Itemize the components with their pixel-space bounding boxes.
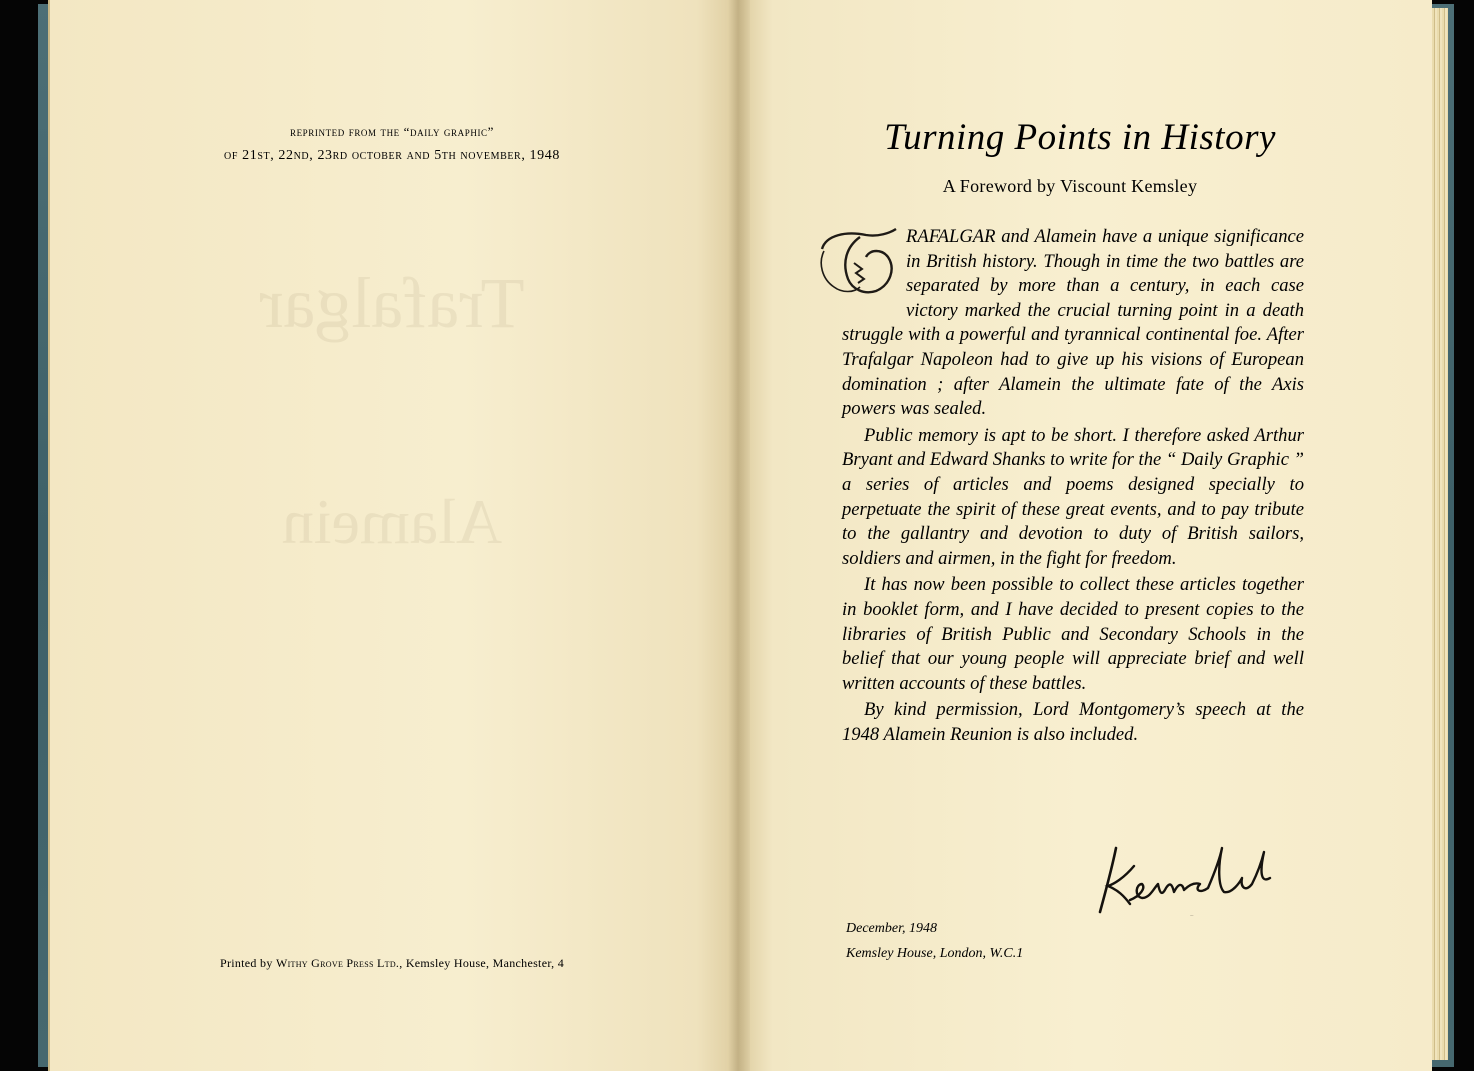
reprint-line-1: reprinted from the “daily graphic” (289, 124, 495, 139)
paragraph-2: Public memory is apt to be short. I therefore asked Arthur Bryant and Edward Shanks to write for the “ Daily Graphic ” a series of articles and poems designed specially to perpetuate the spirit of these great events, and to pay tribute to the gallantry and devotion to duty of British sailors, soldiers and airmen, in the fight for freedom. (842, 424, 1304, 569)
printer-name: Withy Grove Press Ltd. (275, 956, 400, 970)
paragraph-3: It has now been possible to collect these articles together in booklet form, and I have decided to present copies to the libraries of British Public and Secondary Schools in the belief that our young people will appreciate brief and well written accounts of these battles. (842, 574, 1304, 694)
paragraph-1 (842, 225, 1304, 422)
dateline (846, 916, 1023, 966)
reprint-line-2: of 21st, 22nd, 23rd october and 5th november, 1948 (224, 148, 560, 163)
page-title: Turning Points in History (884, 117, 1276, 158)
show-through-ghost: Trafalgar Alamein (259, 263, 525, 557)
printer-suffix: , Kemsley House, Manchester, 4 (399, 956, 565, 970)
paragraph-1-text: RAFALGAR and Alamein have a unique significance in British history. Though in time the two battles are separated by more than a century, in each case victory marked the crucial turning point in a death struggle with a powerful and tyrannical continental foe. After Trafalgar Napoleon had to give up his visions of European domination ; after Alamein the ultimate fate of the Axis powers was sealed. (842, 226, 1304, 420)
printer-prefix: Printed by (219, 956, 273, 970)
kemsley-signature (1090, 838, 1290, 918)
signature-name: Kemsley (1190, 916, 1194, 917)
paragraph-4: By kind permission, Lord Montgomery’s speech at the 1948 Alamein Reunion is also included. (842, 699, 1304, 745)
drop-cap-letter: T (860, 285, 861, 286)
date-text: December, 1948 (846, 921, 937, 936)
foreword-subtitle: A Foreword by Viscount Kemsley (942, 176, 1198, 196)
foreword-body (842, 225, 1304, 749)
printer-imprint (48, 956, 736, 971)
reprint-notice (48, 120, 736, 168)
address-text: Kemsley House, London, W.C.1 (846, 946, 1024, 961)
drop-cap-t-icon (816, 227, 900, 299)
page-edges (1432, 8, 1448, 1060)
